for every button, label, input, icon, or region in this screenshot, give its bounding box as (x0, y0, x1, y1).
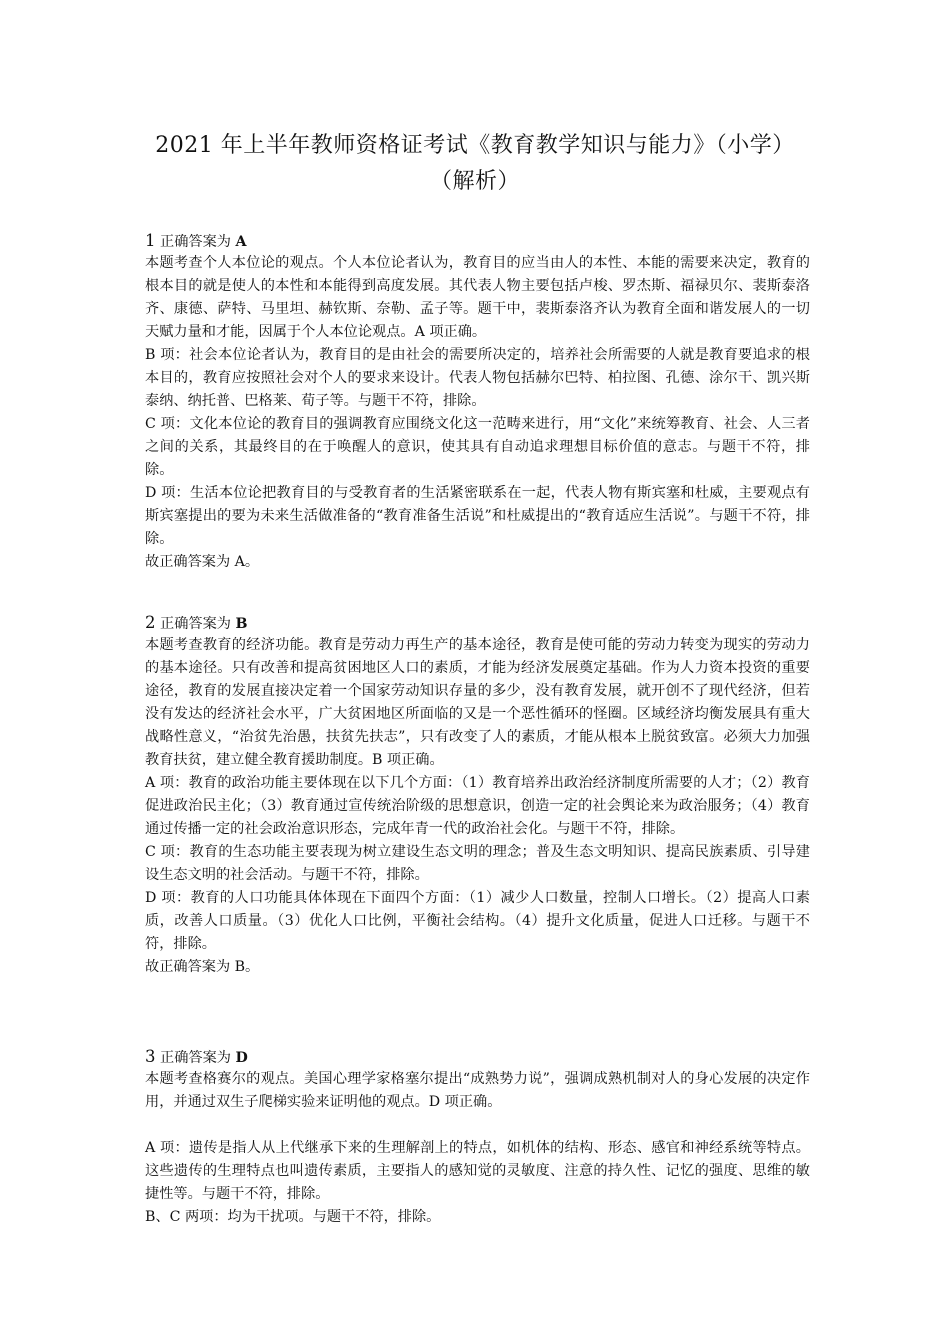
conclusion-paragraph: 故正确答案为 B。 (145, 959, 260, 975)
question-1-header (145, 229, 810, 252)
answer-letter: B (235, 616, 248, 632)
option-a-paragraph: A 项：教育的政治功能主要体现在以下几个方面：（1）教育培养出政治经济制度所需要的人才；（2）教育促进政治民主化；（3）教育通过宣传统治阶级的思想意识，创造一定的社会舆论来为政治服务；（4）教育通过传播一定的社会政治意识形态，完成年青一代的政治社会化。与题干不符，排除。 (145, 775, 810, 837)
conclusion-paragraph: 故正确答案为 A。 (145, 554, 260, 570)
question-number: 2 (145, 613, 156, 632)
question-3-section (145, 1045, 810, 1229)
answer-letter: D (235, 1050, 248, 1066)
answer-label: 正确答案为 (160, 1050, 231, 1066)
question-2-header (145, 611, 810, 634)
title-line-2: （解析） (429, 168, 520, 194)
option-a-paragraph: A 项：遗传是指人从上代继承下来的生理解剖上的特点，如机体的结构、形态、感官和神经系统等特点。这些遗传的生理特点也叫遗传素质，主要指人的感知觉的灵敏度、注意的持久性、记忆的强度、思维的敏捷性等。与题干不符，排除。 (145, 1140, 810, 1202)
option-b-paragraph: B 项：社会本位论者认为，教育目的是由社会的需要所决定的，培养社会所需要的人就是教育要追求的根本目的，教育应按照社会对个人的要求来设计。代表人物包括赫尔巴特、柏拉图、孔德、涂尔干、凯兴斯泰纳、纳托普、巴格莱、荀子等。与题干不符，排除。 (145, 347, 810, 409)
option-d-paragraph: D 项：教育的人口功能具体体现在下面四个方面：（1）减少人口数量，控制人口增长。（2）提高人口素质，改善人口质量。（3）优化人口比例，平衡社会结构。（4）提升文化质量，促进人口迁移。与题干不符，排除。 (145, 890, 810, 952)
option-c-paragraph: C 项：教育的生态功能主要表现为树立建设生态文明的理念；普及生态文明知识、提高民族素质、引导建设生态文明的社会活动。与题干不符，排除。 (145, 844, 810, 883)
option-d-paragraph: D 项：生活本位论把教育目的与受教育者的生活紧密联系在一起，代表人物有斯宾塞和杜威，主要观点有斯宾塞提出的要为未来生活做准备的“教育准备生活说”和杜威提出的“教育适应生活说”。与题干不符，排除。 (145, 485, 810, 547)
question-number: 1 (145, 231, 156, 250)
explanation-paragraph: 本题考查个人本位论的观点。个人本位论者认为，教育目的应当由人的本性、本能的需要来决定，教育的根本目的就是使人的本性和本能得到高度发展。其代表人物主要包括卢梭、罗杰斯、福禄贝尔、裴斯泰洛齐、康德、萨特、马里坦、赫钦斯、奈勒、孟子等。题干中，裴斯泰洛齐认为教育全面和谐发展人的一切天赋力量和才能，因属于个人本位论观点。A 项正确。 (145, 255, 810, 340)
explanation-paragraph: 本题考查教育的经济功能。教育是劳动力再生产的基本途径，教育是使可能的劳动力转变为现实的劳动力的基本途径。只有改善和提高贫困地区人口的素质，才能为经济发展奠定基础。作为人力资本投资的重要途径，教育的发展直接决定着一个国家劳动知识存量的多少，没有教育发展，就开创不了现代经济，但若没有发达的经济社会水平，广大贫困地区所面临的又是一个恶性循环的怪圈。区域经济均衡发展具有重大战略性意义，“治贫先治愚，扶贫先扶志”，只有改变了人的素质，才能从根本上脱贫致富。必须大力加强教育扶贫，建立健全教育援助制度。B 项正确。 (145, 637, 810, 768)
answer-letter: A (235, 234, 247, 250)
option-bc-paragraph: B、C 两项：均为干扰项。与题干不符，排除。 (145, 1209, 441, 1225)
question-number: 3 (145, 1047, 156, 1066)
question-1-section (145, 229, 810, 574)
document-title (95, 128, 855, 200)
title-line-1: 2021 年上半年教师资格证考试《教育教学知识与能力》（小学） (155, 132, 795, 158)
option-c-paragraph: C 项：文化本位论的教育目的强调教育应围绕文化这一范畴来进行，用“文化”来统筹教育、社会、人三者之间的关系，其最终目的在于唤醒人的意识，使其具有自动追求理想目标价值的意志。与题干不符，排除。 (145, 416, 810, 478)
question-3-header (145, 1045, 810, 1068)
question-2-section (145, 611, 810, 979)
paragraph-spacer (145, 1114, 810, 1137)
explanation-paragraph: 本题考查格赛尔的观点。美国心理学家格塞尔提出“成熟势力说”，强调成熟机制对人的身心发展的决定作用，并通过双生子爬梯实验来证明他的观点。D 项正确。 (145, 1071, 810, 1110)
answer-label: 正确答案为 (160, 616, 231, 632)
answer-label: 正确答案为 (160, 234, 231, 250)
